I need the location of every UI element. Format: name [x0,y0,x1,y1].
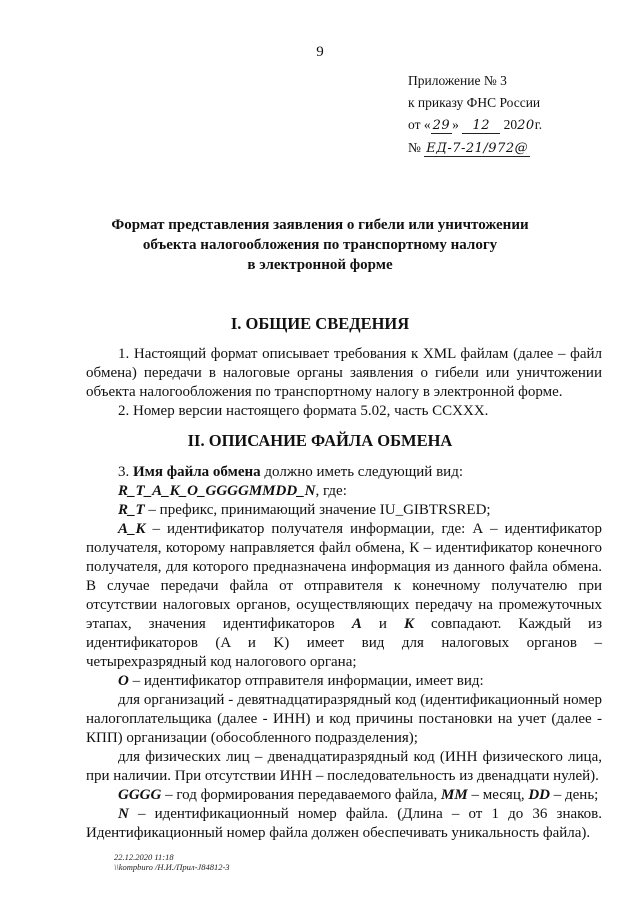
section-2-heading: II. ОПИСАНИЕ ФАЙЛА ОБМЕНА [187,431,453,450]
paragraph-3: 3. Имя файла обмена должно иметь следующий вид: [118,464,463,480]
file-name-pattern: R_T_A_K_O_GGGGMMDD_N, где: [118,483,347,499]
appendix-block [408,70,542,159]
paragraph-1: 1. Настоящий формат описывает требования к XML файлам (далее – файл обмена) передачи в налоговые органы заявления о гибели или уничтожении объекта налогообложения по транспортному налогу в электронной форме. [86,346,602,400]
appendix-order-number: № ЕД-7-21/972@ [408,140,529,156]
date-definition: GGGG – год формирования передаваемого файла, MM – месяц, DD – день; [118,787,599,803]
appendix-order-ref: к приказу ФНС России [408,95,541,110]
page-number: 9 [316,44,324,60]
section-1-body [86,345,602,421]
n-definition: N – идентификационный номер файла. (Длина – от 1 до 36 знаков. Идентификационный номер файла должен обеспечивать уникальность файла). [86,806,602,841]
section-2-body [86,463,602,843]
document-title: Формат представления заявления о гибели или уничтожении объекта налогообложения по транспортному налогу в электронной форме [111,217,529,273]
order-number: ЕД-7-21/972@ [426,141,529,156]
section-1-heading: I. ОБЩИЕ СВЕДЕНИЯ [230,314,410,333]
o-definition: O – идентификатор отправителя информации, имеет вид: [118,673,484,689]
appendix-date: от « 29 » 12 2020г. [408,117,543,133]
date-day: 29 [432,118,451,133]
appendix-title: Приложение № 3 [408,73,507,88]
rt-definition: R_T – префикс, принимающий значение IU_GIBTRSRED; [118,502,491,518]
phys-definition: для физических лиц – двенадцатиразрядный код (ИНН физического лица, при наличии. При отсутствии ИНН – последовательность из двенадцати нулей). [86,749,602,784]
footer-stamp: 22.12.2020 11:18 \\kompburo /Н.И./Прил-J84812-3 [114,852,230,872]
paragraph-2: 2. Номер версии настоящего формата 5.02, часть CCXXX. [118,403,489,419]
date-year: 20 [517,118,535,133]
ak-definition: A_K – идентификатор получателя информации, где: А – идентификатор получателя, которому направляется файл обмена, К – идентификатор конечного получателя, для которого предназначена информация из данного файла обмена. В случае передачи файла от отправителя к конечному получателю при отсутствии налоговых органов, осуществляющих передачу на промежуточных этапах, значения идентификаторов A и K совпадают. Каждый из идентификаторов (A и K) имеет вид для налоговых органов – четырехразрядный код налогового органа; [86,521,602,670]
date-month: 12 [462,119,500,134]
org-definition: для организаций - девятнадцатиразрядный код (идентификационный номер налогоплательщика (далее - ИНН) и код причины постановки на учет (далее - КПП) организации (обособленного подразделения); [86,692,602,746]
